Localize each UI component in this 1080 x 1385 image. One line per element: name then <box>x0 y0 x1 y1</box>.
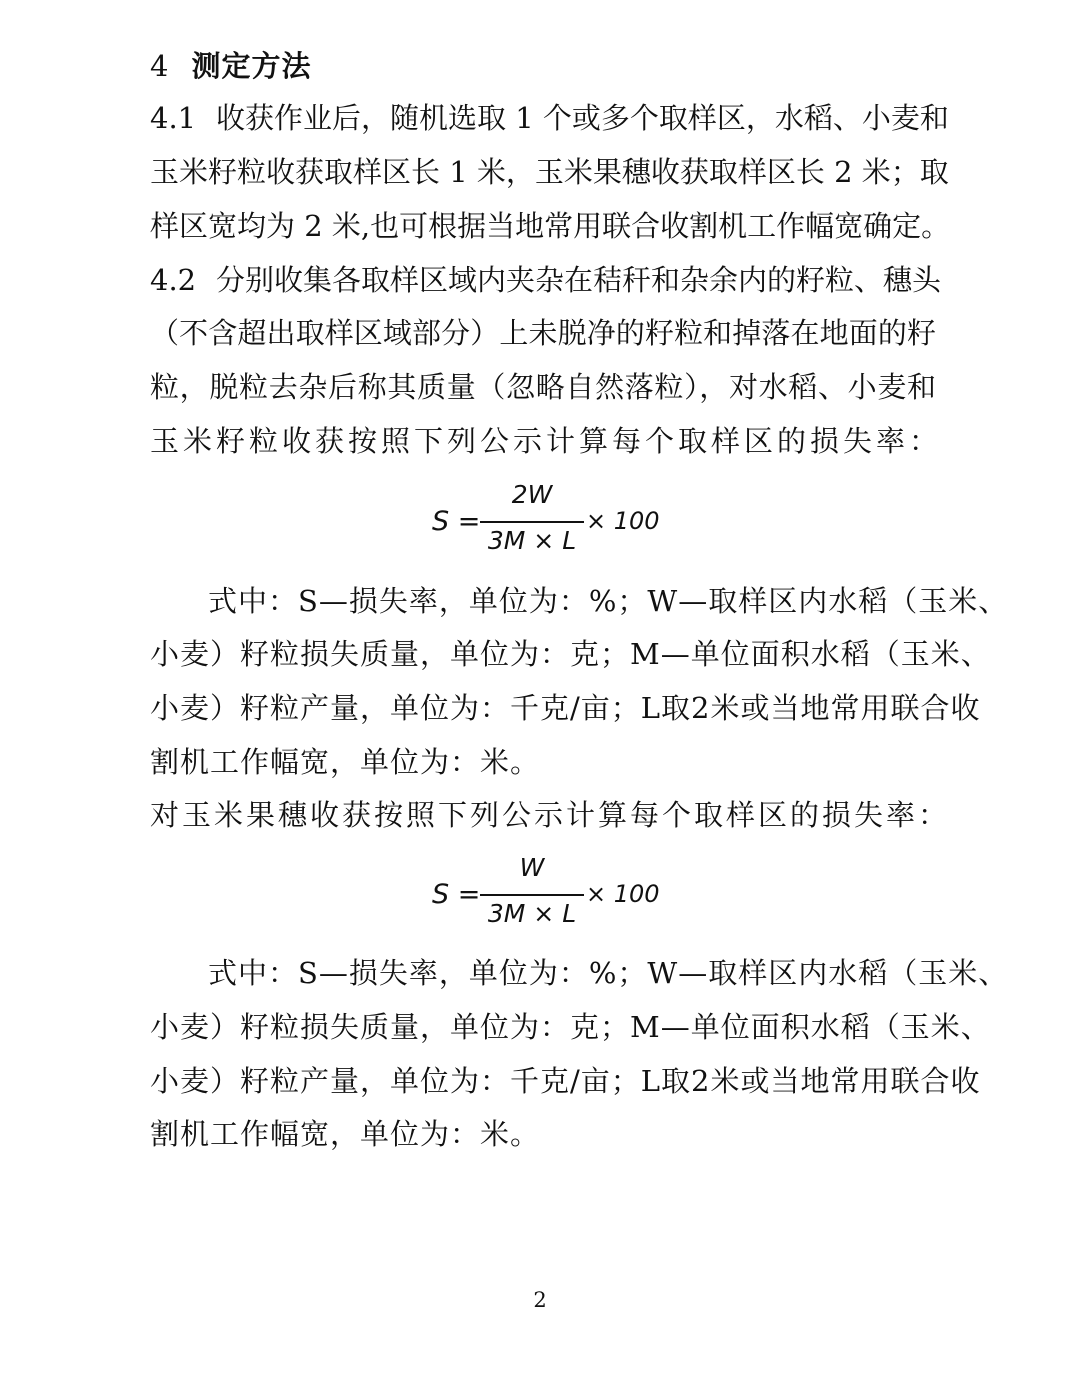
explanation-1-line-3: 小麦）籽粒产量，单位为：千克/亩；L取2米或当地常用联合收 <box>150 691 981 725</box>
loss-rate-formula-corn-ear <box>420 853 680 943</box>
section-heading <box>150 46 311 86</box>
explanation-2-line-1: 式中：S—损失率，单位为：%；W—取样区内水稻（玉米、 <box>208 956 1009 990</box>
formula-lhs: S = <box>432 506 481 537</box>
explanation-1-line-4: 割机工作幅宽，单位为：米。 <box>150 745 541 779</box>
paragraph-4-2-line-4: 玉米籽粒收获按照下列公示计算每个取样区的损失率： <box>150 424 943 458</box>
paragraph-4-2-line-3: 粒，脱粒去杂后称其质量（忽略自然落粒），对水稻、小麦和 <box>150 370 936 404</box>
explanation-1-line-2: 小麦）籽粒损失质量，单位为：克；M—单位面积水稻（玉米、 <box>150 637 991 671</box>
page-number: 2 <box>533 1288 547 1312</box>
section-heading-title: 测定方法 <box>191 49 312 83</box>
paragraph-4-2-line-1: 4.2 分别收集各取样区域内夹杂在秸秆和杂余内的籽粒、穗头 <box>150 260 936 300</box>
paragraph-4-1-line-2: 玉米籽粒收获取样区长 1 米，玉米果穗收获取样区长 2 米；取 <box>150 155 949 189</box>
formula-numerator: W <box>519 853 545 882</box>
fraction-bar <box>480 521 584 523</box>
corn-ear-intro: 对玉米果穗收获按照下列公示计算每个取样区的损失率： <box>150 798 951 832</box>
paragraph-4-1-line-1: 4.1 收获作业后，随机选取 1 个或多个取样区，水稻、小麦和 <box>150 98 936 138</box>
formula-multiplier: × 100 <box>586 507 660 535</box>
formula-denominator: 3M × L <box>487 899 577 928</box>
explanation-2-line-4: 割机工作幅宽，单位为：米。 <box>150 1117 541 1151</box>
formula-lhs: S = <box>432 879 481 910</box>
formula-denominator: 3M × L <box>487 526 577 555</box>
paragraph-4-2-line-2: （不含超出取样区域部分）上未脱净的籽粒和掉落在地面的籽 <box>150 316 936 350</box>
section-number-4-2: 4.2 <box>150 263 197 297</box>
formula-numerator: 2W <box>511 480 553 509</box>
explanation-2-line-3: 小麦）籽粒产量，单位为：千克/亩；L取2米或当地常用联合收 <box>150 1064 981 1098</box>
explanation-1-line-1: 式中：S—损失率，单位为：%；W—取样区内水稻（玉米、 <box>208 584 1009 618</box>
paragraph-4-1-line-3: 样区宽均为 2 米,也可根据当地常用联合收割机工作幅宽确定。 <box>150 209 951 243</box>
section-heading-number: 4 <box>150 49 170 83</box>
formula-multiplier: × 100 <box>586 880 660 908</box>
fraction-bar <box>480 894 584 896</box>
section-number-4-1: 4.1 <box>150 101 197 135</box>
explanation-2-line-2: 小麦）籽粒损失质量，单位为：克；M—单位面积水稻（玉米、 <box>150 1010 991 1044</box>
loss-rate-formula-grain <box>420 480 680 570</box>
